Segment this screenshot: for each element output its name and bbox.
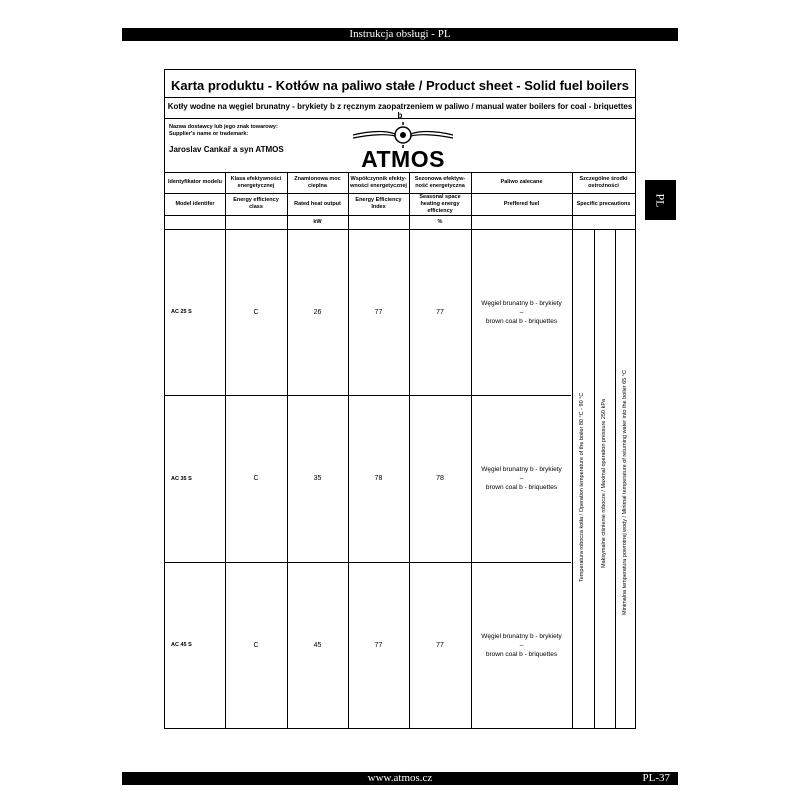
column-header-pl: Współczynnik efekty- wności energetycznej	[350, 175, 407, 189]
table-row-output: 45	[313, 641, 322, 649]
table-row-class: C	[253, 308, 259, 316]
table-row-model: AC 25 S	[171, 309, 192, 315]
logo-wordmark: ATMOS	[361, 146, 445, 172]
unit-kw: kW	[313, 218, 322, 225]
table-row-eei: 77	[374, 308, 383, 316]
supplier-name: Jaroslav Cankař a syn ATMOS	[169, 145, 284, 154]
table-row-fuel	[471, 229, 572, 395]
supplier-label-en: Supplier's name or trademark:	[169, 131, 249, 137]
sheet-subtitle: Kotły wodne na węgiel brunatny - brykiety b z ręcznym zaopatrzeniem w paliwo / manual water boilers for coal - briquettes b	[167, 102, 633, 120]
fuel-pl: Węgiel brunatny b - brykiety	[481, 466, 562, 473]
product-sheet	[164, 69, 636, 729]
column-divider	[615, 229, 616, 728]
table-row-seasonal: 77	[436, 308, 444, 316]
precaution-max-pressure: Maksymalne ciśnienie robocze / Maximal operation pressure 250 kPa	[601, 398, 607, 568]
table-row-model: AC 45 S	[171, 642, 192, 648]
column-header-pl: Znamionowa moc cieplna	[294, 175, 341, 189]
language-tab	[645, 180, 676, 220]
fuel-en: brown coal b - briquettes	[485, 484, 558, 491]
supplier-label	[169, 124, 278, 138]
fuel-pl: Węgiel brunatny b - brykiety	[481, 299, 562, 307]
column-header-en: Rated heat output	[294, 200, 341, 207]
supplier-label-pl: Nazwa dostawcy lub jego znak towarowy:	[169, 124, 278, 130]
table-row-eei: 77	[374, 641, 383, 649]
table-row-class: C	[253, 641, 259, 649]
column-divider	[572, 172, 573, 728]
fuel-pl: Węgiel brunatny b - brykiety	[481, 632, 562, 640]
column-header-pl: Klasa efektywności energetycznej	[230, 175, 282, 189]
column-header-en: Specific precautions	[576, 200, 631, 207]
fuel-separator: –	[519, 308, 524, 316]
precaution-min-return-temperature: Minimalna temperatura powrotnej wody / Minimal temperature of returning water into the boiler 65 °C	[622, 370, 628, 615]
column-divider	[594, 229, 595, 728]
fuel-en: brown coal b - briquettes	[485, 317, 558, 325]
atmos-logo	[343, 122, 463, 172]
fuel-separator: –	[519, 641, 524, 649]
column-header-en: Energy efficiency class	[233, 197, 279, 210]
page-number: PL-37	[642, 772, 670, 784]
propeller-emblem-icon	[343, 122, 463, 148]
table-row-output: 26	[313, 308, 322, 316]
table-row-seasonal: 78	[436, 475, 444, 482]
table-row-fuel	[471, 395, 572, 562]
table-row-eei: 78	[374, 475, 383, 482]
table-row-seasonal: 77	[436, 641, 444, 649]
language-tab-label: PL	[653, 192, 668, 208]
fuel-separator: –	[519, 475, 524, 482]
column-header-en: Model identifer	[175, 200, 215, 207]
header-bar: Instrukcja obsługi - PL	[122, 28, 678, 41]
unit-percent: %	[437, 218, 443, 225]
column-header-pl: Identyfikator modelu	[167, 179, 223, 185]
table-row-model: AC 35 S	[171, 475, 192, 482]
column-header-en: Preffered fuel	[503, 200, 540, 207]
table-row-fuel	[471, 562, 572, 728]
footer-url: www.atmos.cz	[367, 772, 433, 784]
column-header-pl: Paliwo zalecane	[500, 179, 543, 185]
fuel-en: brown coal b - briquettes	[485, 650, 558, 658]
divider	[165, 118, 635, 119]
table-row-output: 35	[313, 475, 322, 482]
column-header-en: Energy Efficiency Index	[355, 197, 402, 210]
footer-bar	[122, 772, 678, 785]
sheet-title: Karta produktu - Kotłów na paliwo stałe / Product sheet - Solid fuel boilers	[171, 78, 629, 93]
table-row-class: C	[253, 475, 259, 482]
column-header-en: Seasonal space heating energy efficiency	[419, 193, 461, 214]
precaution-operating-temperature: Temperatura robocza kotła / Operation temperature of the boiler 80 °C - 90 °C	[579, 392, 585, 582]
column-header-pl: Sezonowa efektyw- ność energetyczna	[414, 175, 466, 189]
divider	[165, 215, 635, 216]
column-header-pl: Szczególne środki ostrożności	[579, 175, 628, 189]
divider	[165, 97, 635, 98]
